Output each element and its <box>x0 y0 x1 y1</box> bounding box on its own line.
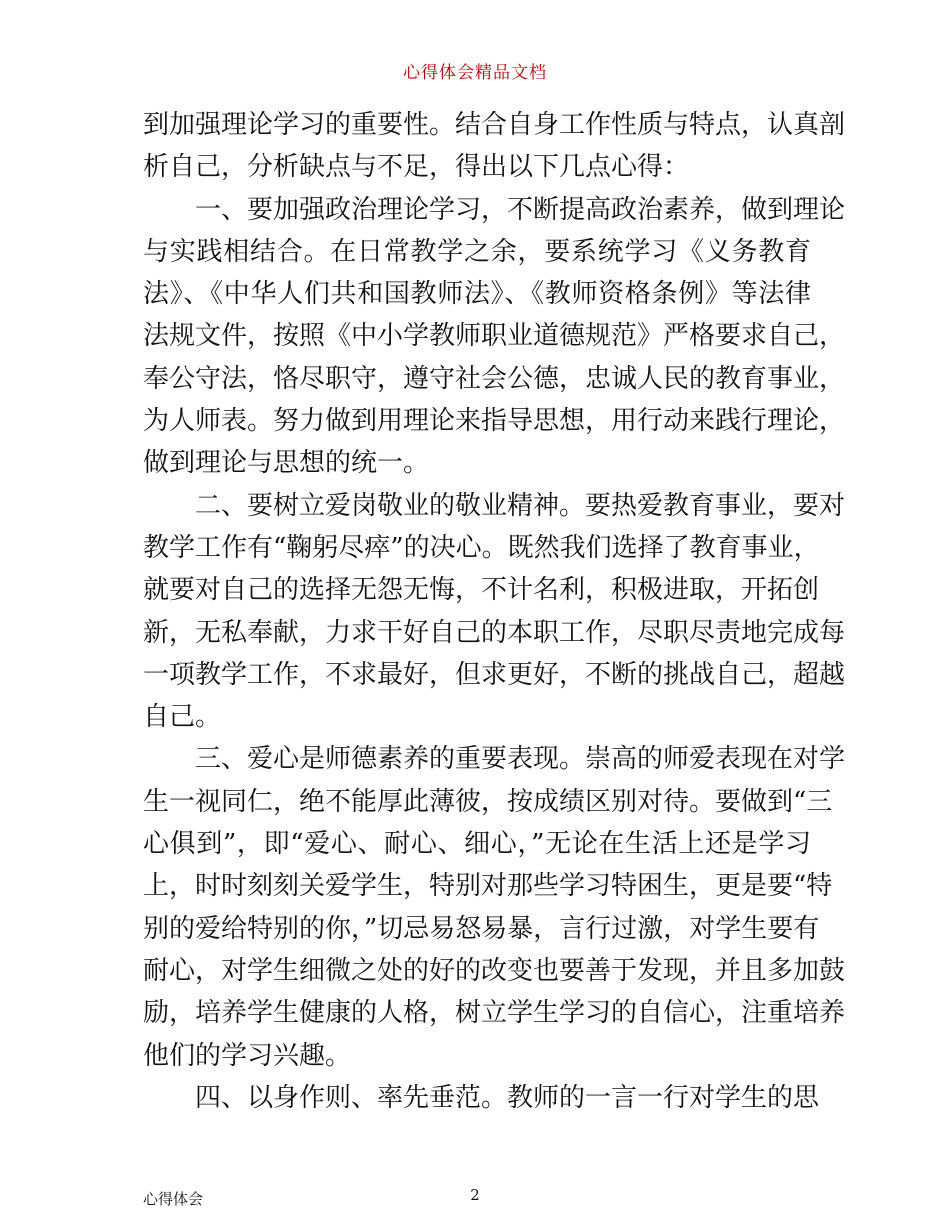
text-line: 法规文件，按照《中小学教师职业道德规范》严格要求自己， <box>143 321 846 352</box>
text-line: 一项教学工作，不求最好，但求更好，不断的挑战自己，超越 <box>143 659 846 690</box>
text-line: 自己。 <box>143 702 222 733</box>
text-line: 二、要树立爱岗敬业的敬业精神。要热爱教育事业，要对 <box>195 490 846 521</box>
text-line: 法》、《中华人们共和国教师法》、《教师资格条例》等法律 <box>143 279 811 310</box>
paragraph <box>143 104 846 189</box>
text-line: 新，无私奉献，力求干好自己的本职工作，尽职尽责地完成每 <box>143 617 846 648</box>
text-line: 心俱到”，即“爱心、耐心、细心，”无论在生活上还是学习 <box>143 829 811 860</box>
paragraph <box>143 189 846 485</box>
paragraph <box>143 1077 820 1119</box>
text-line: 励，培养学生健康的人格，树立学生学习的自信心，注重培养 <box>143 998 846 1029</box>
text-line: 上，时时刻刻关爱学生，特别对那些学习特困生，更是要“特 <box>143 871 833 902</box>
paragraph <box>143 738 846 1076</box>
text-line: 与实践相结合。在日常教学之余，要系统学习《义务教育 <box>143 236 811 267</box>
page-header-title: 心得体会精品文档 <box>403 63 547 83</box>
text-line: 教学工作有“鞠躬尽瘁”的决心。既然我们选择了教育事业， <box>143 532 820 563</box>
text-line: 到加强理论学习的重要性。结合自身工作性质与特点，认真剖 <box>143 110 846 140</box>
text-line: 为人师表。努力做到用理论来指导思想，用行动来践行理论， <box>143 406 846 437</box>
text-line: 奉公守法，恪尽职守，遵守社会公德，忠诚人民的教育事业， <box>143 363 846 394</box>
text-line: 生一视同仁，绝不能厚此薄彼，按成绩区别对待。要做到“三 <box>143 786 833 817</box>
text-line: 四、以身作则、率先垂范。教师的一言一行对学生的思 <box>195 1082 820 1113</box>
text-line: 一、要加强政治理论学习，不断提高政治素养，做到理论 <box>195 194 846 225</box>
paragraph <box>143 485 846 739</box>
document-body <box>143 104 846 1119</box>
text-line: 就要对自己的选择无怨无悔，不计名利，积极进取，开拓创 <box>143 575 820 606</box>
text-line: 析自己，分析缺点与不足，得出以下几点心得： <box>143 152 690 183</box>
text-line: 耐心，对学生细微之处的好的改变也要善于发现，并且多加鼓 <box>143 955 846 986</box>
text-line: 他们的学习兴趣。 <box>143 1040 352 1071</box>
text-line: 做到理论与思想的统一。 <box>143 448 430 479</box>
footer-label: 心得体会 <box>143 1190 204 1208</box>
page-number: 2 <box>470 1186 480 1204</box>
text-line: 三、爱心是师德素养的重要表现。崇高的师爱表现在对学 <box>195 744 846 775</box>
text-line: 别的爱给特别的你，”切忌易怒易暴，言行过激，对学生要有 <box>143 913 820 944</box>
